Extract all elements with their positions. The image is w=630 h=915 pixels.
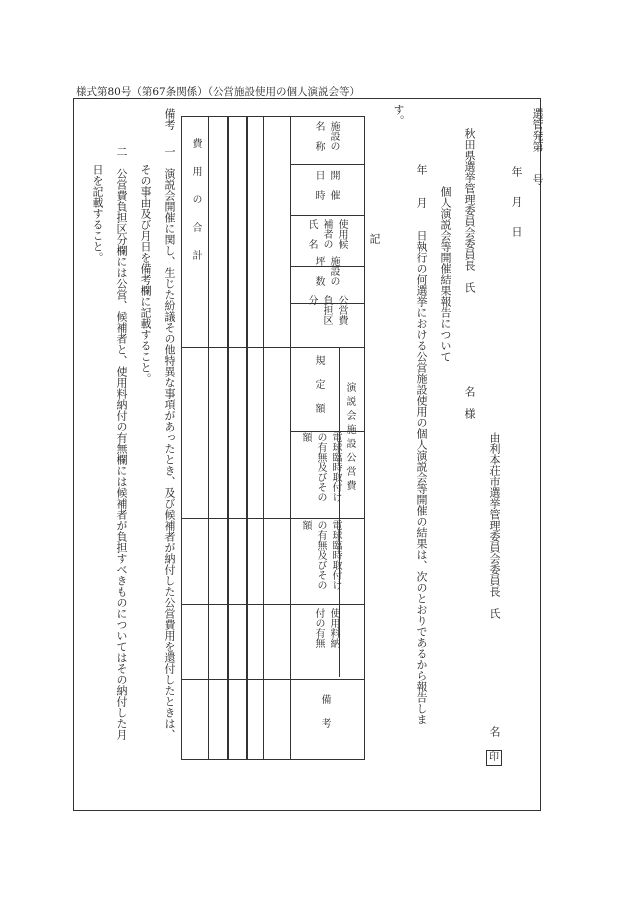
sender-org: 由利本荘市選挙管理委員会委員長 氏: [488, 432, 501, 619]
header-burden-category: 公営費 負担区 分: [306, 295, 347, 325]
addressee-name: 名 様: [463, 386, 476, 419]
header-prescribed-amount: 規 定 額: [313, 355, 324, 415]
header-remarks: 備 考: [319, 694, 330, 730]
sender-name: 名: [488, 726, 501, 737]
document-date: 年 月 日: [510, 166, 523, 241]
note-1-line2: その事由及び月日を備考欄に記載すること。: [139, 164, 152, 384]
seal-stamp: 印: [486, 750, 502, 766]
header-fee-paid: 使用料納 付の有無: [313, 608, 339, 648]
ki-label: 記: [368, 233, 381, 244]
subject-line: 個人演説会等開催結果報告について: [439, 186, 452, 362]
note-2-line1: 二 公営費負担区分欄には公営、候補者と、使用料納付の有無欄には候補者が負担すべきものについてはその納付した月: [115, 146, 128, 740]
header-bulb-install-2: 電球臨時取付け の有無及びその 額: [300, 520, 341, 590]
notes-label: 備考: [163, 108, 176, 130]
addressee-org: 秋田県選挙管理委員会委員長 氏: [463, 128, 476, 293]
body-text-line1: 年 月 日執行の何選挙における公営施設使用の個人演説会等開催の結果は、次のとおりであるから報告しま: [415, 164, 428, 725]
header-facility-name: 施設の 名 称: [313, 121, 339, 151]
header-bulb-install-1: 電球臨時取付け の有無及びその 額: [300, 432, 341, 502]
note-1-line1: 一 演説会開催に関し、生じた紛議その他特異な事項があったとき、及び候補者が納付した公営費用を還付したときは、: [163, 146, 176, 740]
total-cost-label: 費 用 の 合 計: [190, 138, 201, 264]
document-number: 選管発第 号: [531, 108, 544, 185]
header-facility-area: 施設の 坪 数: [313, 256, 339, 286]
note-2-line2: 日を記載すること。: [91, 164, 104, 263]
header-kouei-group: 演説会施設公営費: [344, 382, 355, 494]
body-text-line2: す。: [392, 104, 405, 126]
form-title: 様式第80号（第67条関係）（公営施設使用の個人演説会等）: [76, 86, 360, 98]
header-date-time: 開 催 日 時: [313, 170, 339, 200]
header-candidate-name: 使用候 補者の 氏 名: [306, 219, 347, 249]
